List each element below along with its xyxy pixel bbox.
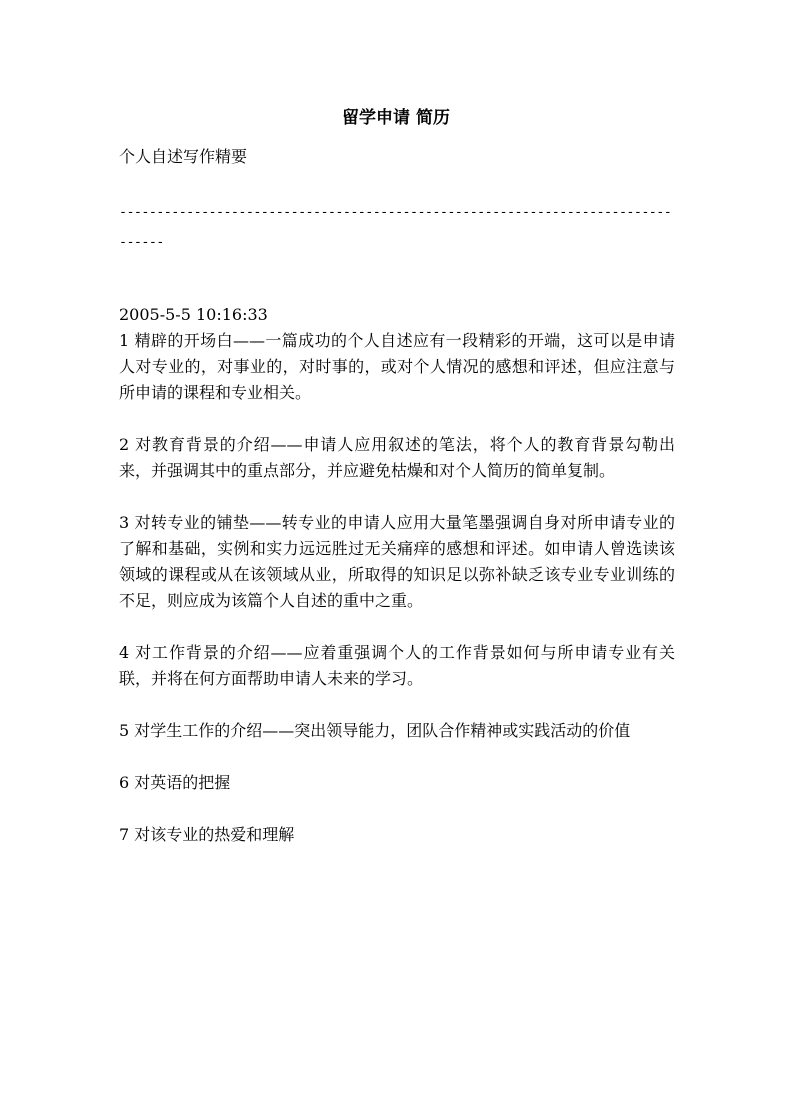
divider-line: -------------------------------------------------------------------------------- — [119, 205, 672, 250]
paragraph-number: 2 — [119, 435, 130, 454]
paragraph-text: 对工作背景的介绍——应着重强调个人的工作背景如何与所申请专业有关联，并将在何方面帮助申请人未来的学习。 — [119, 643, 675, 688]
paragraph-text: 对转专业的铺垫——转专业的申请人应用大量笔墨强调自身对所申请专业的了解和基础，实例和实力远远胜过无关痛痒的感想和评述。如申请人曾选读该领域的课程或从在该领域从业，所取得的知识足以弥补缺乏该专业专业训练的不足，则应成为该篇个人自述的重中之重。 — [119, 513, 675, 610]
paragraph-6 — [119, 770, 675, 796]
paragraph-text: 对英语的把握 — [134, 773, 231, 792]
paragraph-number: 3 — [119, 513, 130, 532]
page-title: 留学申请 简历 — [342, 108, 450, 128]
paragraph-3 — [119, 510, 675, 614]
paragraph-7 — [119, 822, 675, 848]
paragraph-number: 1 — [119, 331, 130, 350]
paragraph-text: 对学生工作的介绍——突出领导能力，团队合作精神或实践活动的价值 — [134, 721, 631, 740]
document-body — [119, 144, 675, 874]
document-subtitle: 个人自述写作精要 — [119, 147, 248, 166]
paragraph-5 — [119, 718, 675, 744]
paragraph-text: 对该专业的热爱和理解 — [134, 825, 295, 844]
paragraph-number: 4 — [119, 643, 130, 662]
timestamp: 2005-5-5 10:16:33 — [119, 305, 268, 324]
paragraph-text: 精辟的开场白——一篇成功的个人自述应有一段精彩的开端，这可以是申请人对专业的，对事业的，对时事的，或对个人情况的感想和评述，但应注意与所申请的课程和专业相关。 — [119, 331, 675, 402]
paragraph-text: 对教育背景的介绍——申请人应用叙述的笔法，将个人的教育背景勾勒出来，并强调其中的重点部分，并应避免枯燥和对个人简历的简单复制。 — [119, 435, 675, 480]
paragraph-4 — [119, 640, 675, 692]
paragraph-number: 5 — [119, 721, 130, 740]
paragraph-number: 6 — [119, 773, 130, 792]
paragraph-2 — [119, 432, 675, 484]
paragraph-1 — [119, 328, 675, 406]
paragraph-number: 7 — [119, 825, 130, 844]
